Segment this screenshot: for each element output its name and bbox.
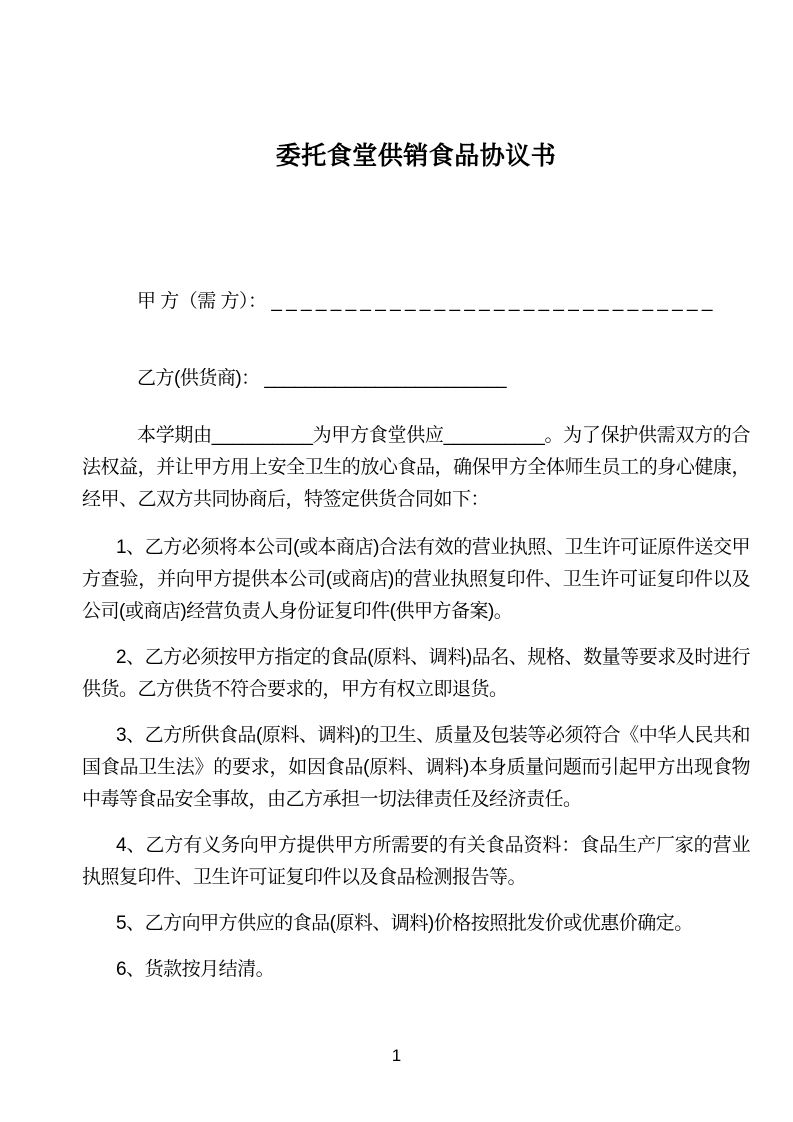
page-number: 1 bbox=[391, 1046, 402, 1065]
party-b-line: 乙方(供货商)： ________________________ bbox=[137, 368, 507, 389]
intro-paragraph: 本学期由__________为甲方食堂供应__________。为了保护供需双方的合法权益，并让甲方用上安全卫生的放心食品，确保甲方全体师生员工的身心健康，经甲、乙双方共同协商后，特签定供货合同如下： bbox=[82, 425, 750, 510]
clause-4: 4、乙方有义务向甲方提供甲方所需要的有关食品资料：食品生产厂家的营业执照复印件、卫生许可证复印件以及食品检测报告等。 bbox=[82, 835, 750, 888]
clause-6: 6、货款按月结清。 bbox=[116, 959, 275, 980]
clause-1: 1、乙方必须将本公司(或本商店)合法有效的营业执照、卫生许可证原件送交甲方查验，并向甲方提供本公司(或商店)的营业执照复印件、卫生许可证复印件以及公司(或商店)经营负责人身份证复印件(供甲方备案)。 bbox=[82, 537, 750, 622]
clause-3: 3、乙方所供食品(原料、调料)的卫生、质量及包装等必须符合《中华人民共和国食品卫生法》的要求，如因食品(原料、调料)本身质量问题而引起甲方出现食物中毒等食品安全事故，由乙方承担一切法律责任及经济责任。 bbox=[82, 725, 750, 810]
document-title: 委托食堂供销食品协议书 bbox=[275, 142, 557, 170]
clause-2: 2、乙方必须按甲方指定的食品(原料、调料)品名、规格、数量等要求及时进行供货。乙方供货不符合要求的，甲方有权立即退货。 bbox=[82, 647, 750, 700]
party-a-line: 甲 方（需 方）： _ _ _ _ _ _ _ _ _ _ _ _ _ _ _ _ _ _ _ _ _ _ _ _ _ _ _ _ _ _ bbox=[137, 291, 712, 312]
clause-5: 5、乙方向甲方供应的食品(原料、调料)价格按照批发价或优惠价确定。 bbox=[116, 913, 693, 934]
